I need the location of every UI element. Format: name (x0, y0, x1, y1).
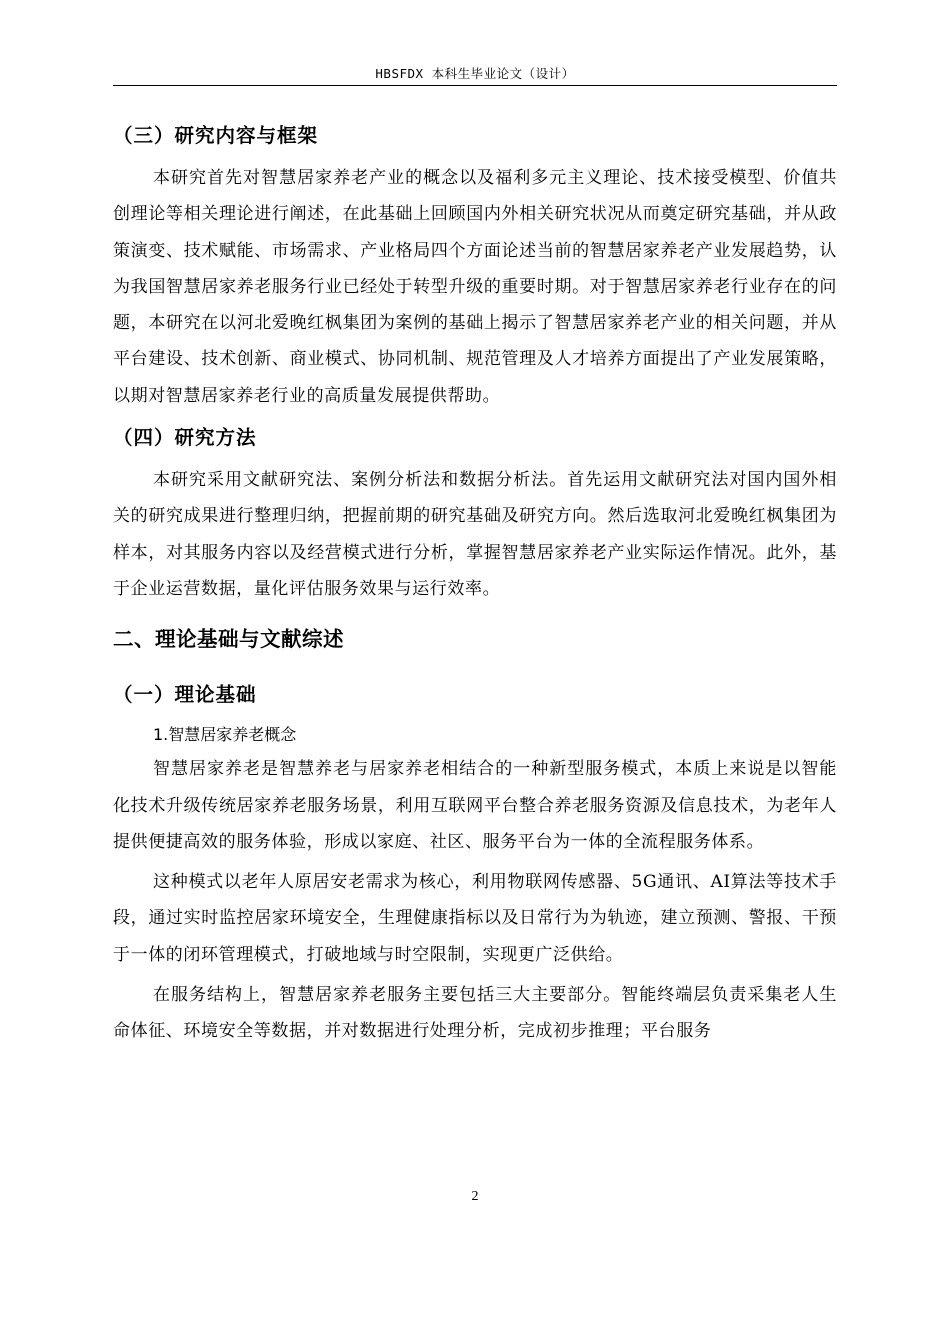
subsection-heading-concept: 1.智慧居家养老概念 (153, 725, 297, 745)
header-rule (113, 85, 837, 86)
paragraph-concept-2: 这种模式以老年人原居安老需求为核心，利用物联网传感器、5G通讯、AI算法等技术手段，通过实时监控居家环境安全，生理健康指标以及日常行为为轨迹，建立预测、警报、干预于一体的闭环管理模式，打破地域与时空限制，实现更广泛供给。 (113, 872, 837, 965)
section-heading-research-methods: （四）研究方法 (113, 426, 257, 450)
chapter-heading-theory: 二、理论基础与文献综述 (113, 627, 344, 652)
section-heading-theoretical-basis: （一）理论基础 (113, 683, 257, 707)
section-heading-research-content: （三）研究内容与框架 (113, 124, 319, 147)
paragraph-concept-1: 智慧居家养老是智慧养老与居家养老相结合的一种新型服务模式，本质上来说是以智能化技术升级传统居家养老服务场景，利用互联网平台整合养老服务资源及信息技术，为老年人提供便捷高效的服务体验，形成以家庭、社区、服务平台为一体的全流程服务体系。 (113, 759, 837, 852)
running-header: HBSFDX 本科生毕业论文（设计） (375, 66, 575, 81)
paragraph-concept-3: 在服务结构上，智慧居家养老服务主要包括三大主要部分。智能终端层负责采集老人生命体征、环境安全等数据，并对数据进行处理分析，完成初步推理；平台服务 (113, 985, 837, 1042)
paragraph-research-methods: 本研究采用文献研究法、案例分析法和数据分析法。首先运用文献研究法对国内国外相关的研究成果进行整理归纳，把握前期的研究基础及研究方向。然后选取河北爱晚红枫集团为样本，对其服务内容以及经营模式进行分析，掌握智慧居家养老产业实际运作情况。此外，基于企业运营数据，量化评估服务效果与运行效率。 (113, 470, 837, 599)
page-number: 2 (471, 1189, 479, 1204)
paragraph-research-content: 本研究首先对智慧居家养老产业的概念以及福利多元主义理论、技术接受模型、价值共创理论等相关理论进行阐述，在此基础上回顾国内外相关研究状况从而奠定研究基础，并从政策演变、技术赋能、市场需求、产业格局四个方面论述当前的智慧居家养老产业发展趋势，认为我国智慧居家养老服务行业已经处于转型升级的重要时期。对于智慧居家养老行业存在的问题，本研究在以河北爱晚红枫集团为案例的基础上揭示了智慧居家养老产业的相关问题，并从平台建设、技术创新、商业模式、协同机制、规范管理及人才培养方面提出了产业发展策略，以期对智慧居家养老行业的高质量发展提供帮助。 (113, 168, 837, 406)
page-body (113, 112, 837, 1050)
